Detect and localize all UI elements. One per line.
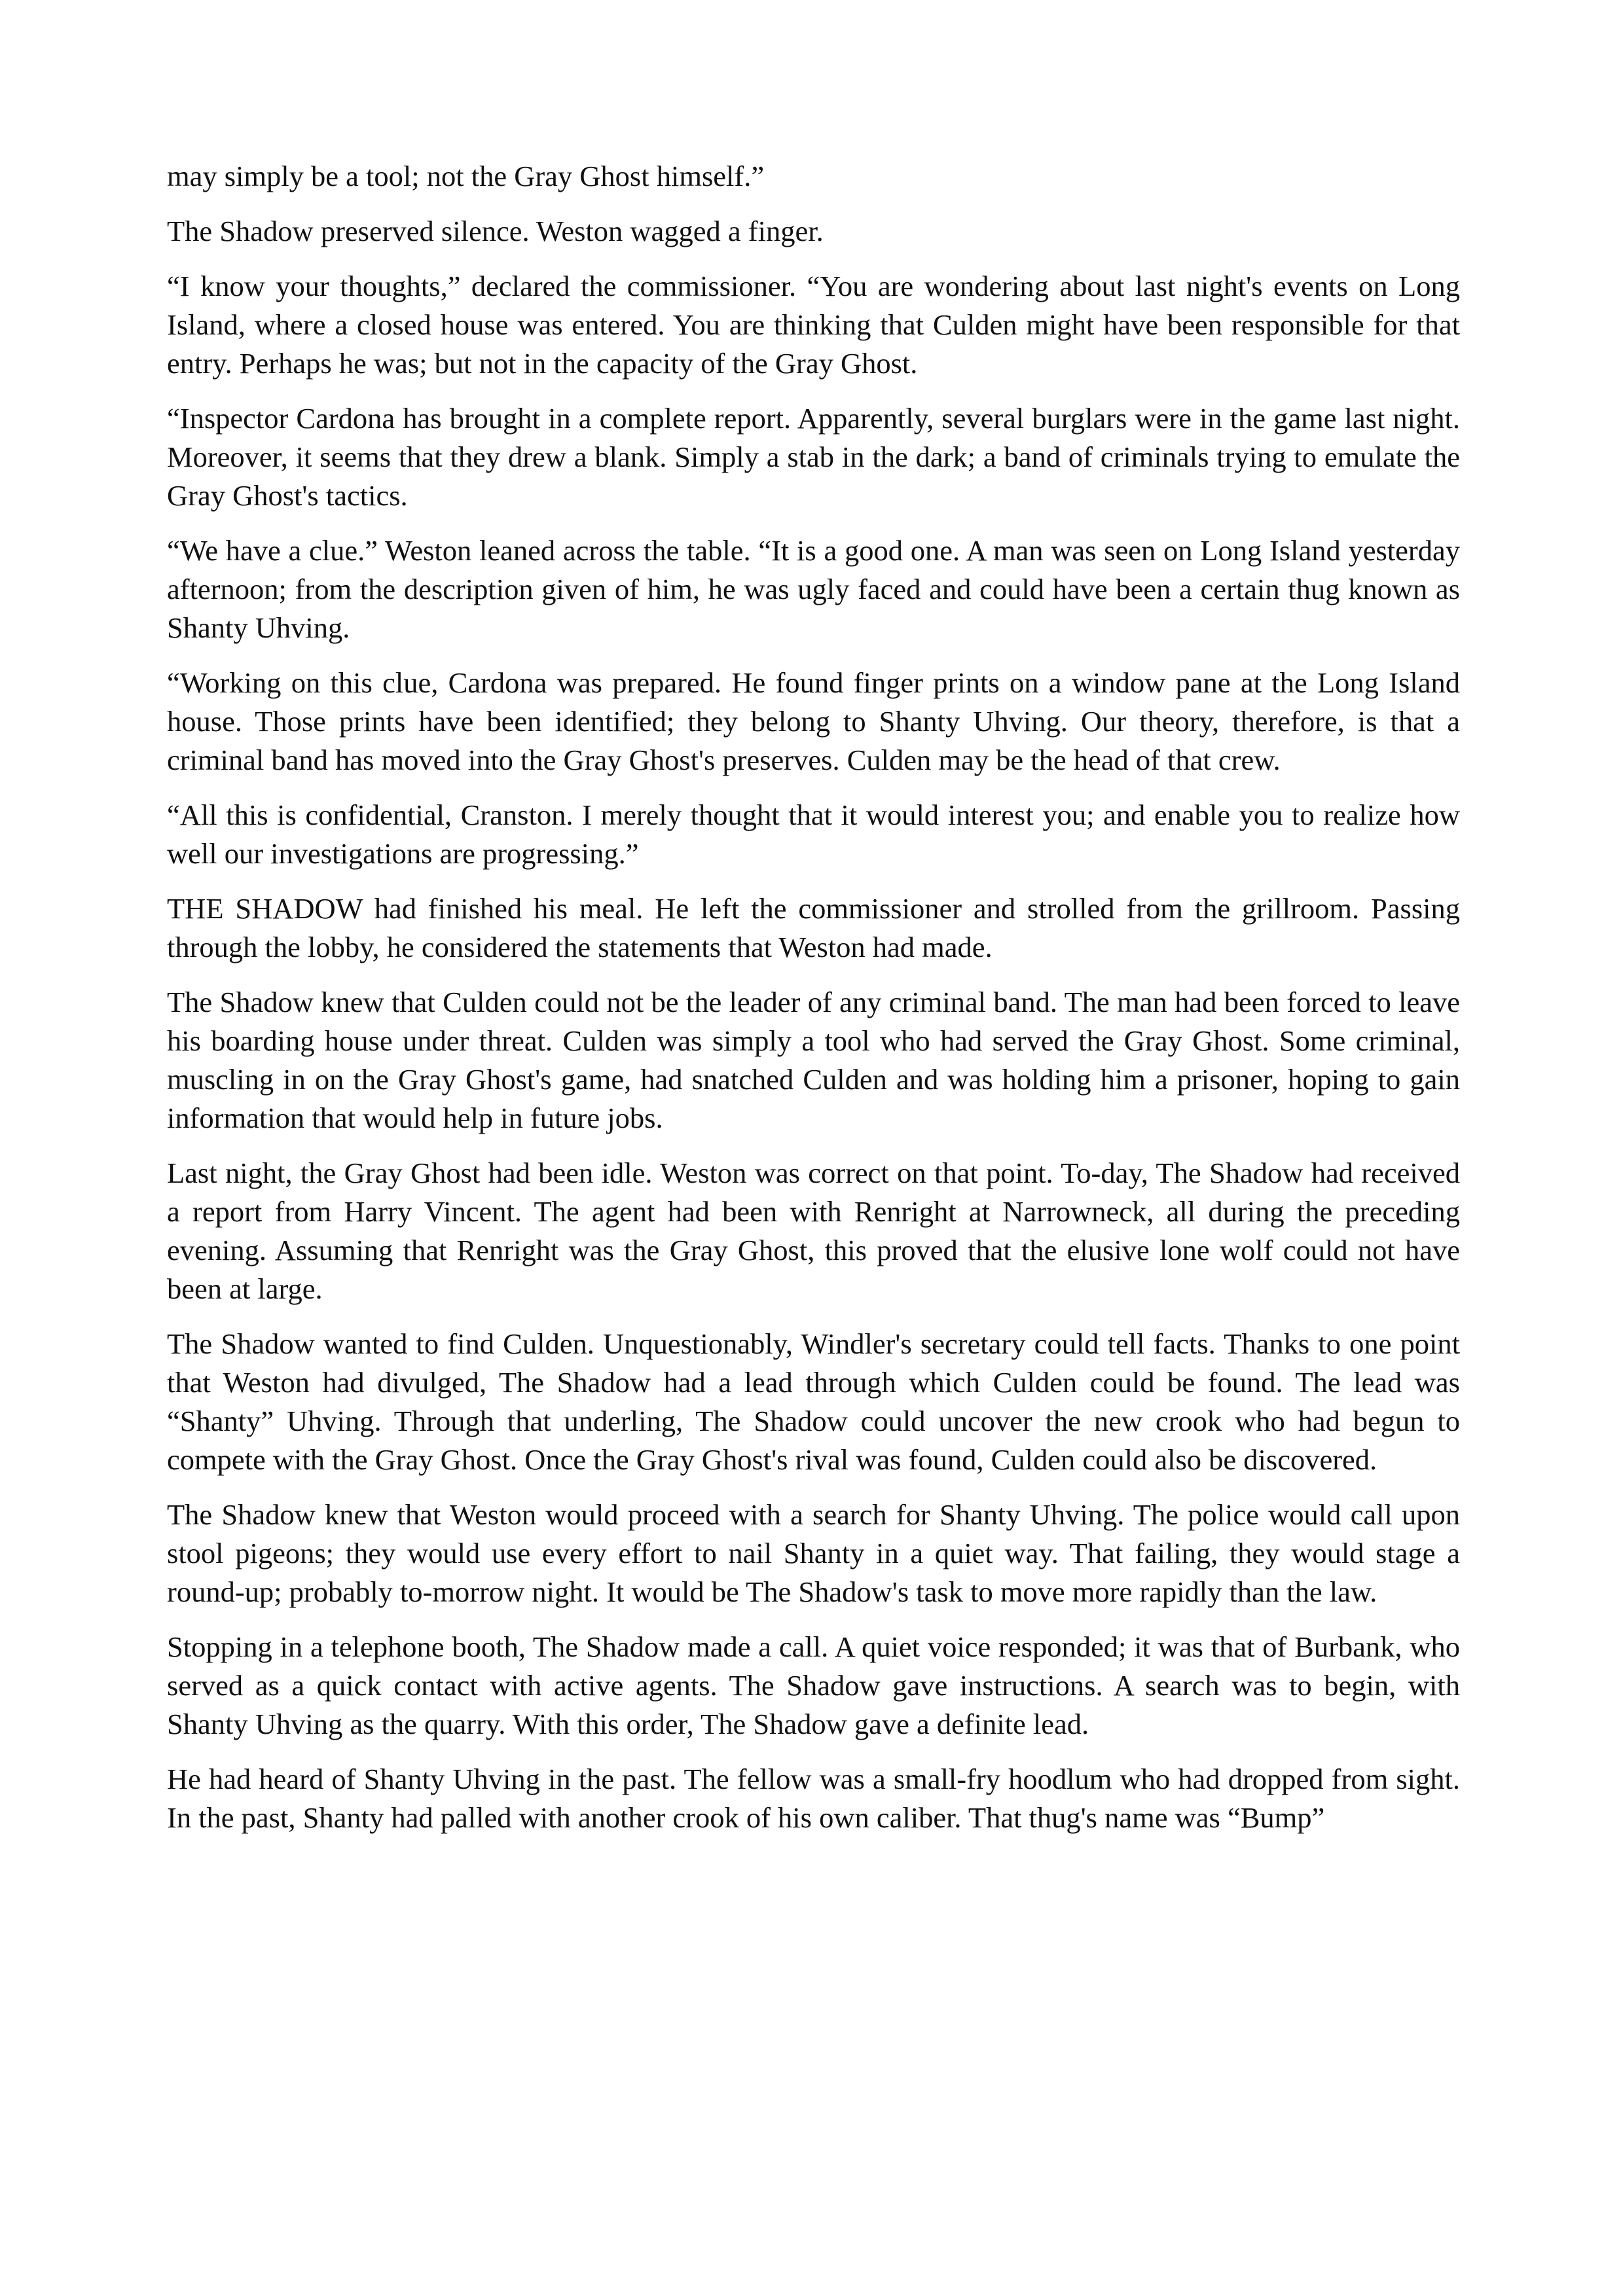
paragraph-9: The Shadow knew that Culden could not be the leader of any criminal band. The man had been forced to leave his boarding house under threat. Culden was simply a tool who had served the Gray Ghost. Some criminal, muscling in on the Gray Ghost's game, had snatched Culden and was holding him a prisoner, hoping to gain information that would help in future jobs. [167,986,1460,1134]
paragraph-5: “We have a clue.” Weston leaned across the table. “It is a good one. A man was seen on Long Island yesterday afternoon; from the description given of him, he was ugly faced and could have been a certain thug known as Shanty Uhving. [167,534,1460,644]
paragraph-1: may simply be a tool; not the Gray Ghost himself.” [167,160,765,192]
body-text [167,157,1460,1837]
paragraph-10: Last night, the Gray Ghost had been idle. Weston was correct on that point. To-day, The Shadow had received a report from Harry Vincent. The agent had been with Renright at Narrowneck, all during the preceding evening. Assuming that Renright was the Gray Ghost, this proved that the elusive lone wolf could not have been at large. [167,1157,1460,1305]
paragraph-13: Stopping in a telephone booth, The Shadow made a call. A quiet voice responded; it was that of Burbank, who served as a quick contact with active agents. The Shadow gave instructions. A search was to begin, with Shanty Uhving as the quarry. With this order, The Shadow gave a definite lead. [167,1630,1460,1740]
paragraph-6: “Working on this clue, Cardona was prepared. He found finger prints on a window pane at the Long Island house. Those prints have been identified; they belong to Shanty Uhving. Our theory, therefore, is that a criminal band has moved into the Gray Ghost's preserves. Culden may be the head of that crew. [167,666,1460,776]
paragraph-3: “I know your thoughts,” declared the commissioner. “You are wondering about last night's events on Long Island, where a closed house was entered. You are thinking that Culden might have been responsible for that entry. Perhaps he was; but not in the capacity of the Gray Ghost. [167,270,1460,380]
paragraph-11: The Shadow wanted to find Culden. Unquestionably, Windler's secretary could tell facts. Thanks to one point that Weston had divulged, The Shadow had a lead through which Culden could be found. The lead was “Shanty” Uhving. Through that underling, The Shadow could uncover the new crook who had begun to compete with the Gray Ghost. Once the Gray Ghost's rival was found, Culden could also be discovered. [167,1327,1460,1476]
paragraph-7: “All this is confidential, Cranston. I merely thought that it would interest you; and enable you to realize how well our investigations are progressing.” [167,798,1460,870]
paragraph-14: He had heard of Shanty Uhving in the past. The fellow was a small-fry hoodlum who had dropped from sight. In the past, Shanty had palled with another crook of his own caliber. That thug's name was “Bump” [167,1763,1460,1834]
paragraph-4: “Inspector Cardona has brought in a complete report. Apparently, several burglars were in the game last night. Moreover, it seems that they drew a blank. Simply a stab in the dark; a band of criminals trying to emulate the Gray Ghost's tactics. [167,402,1460,512]
paragraph-2: The Shadow preserved silence. Weston wagged a finger. [167,215,824,247]
paragraph-8: THE SHADOW had finished his meal. He left the commissioner and strolled from the grillroom. Passing through the lobby, he considered the statements that Weston had made. [167,892,1460,963]
paragraph-12: The Shadow knew that Weston would proceed with a search for Shanty Uhving. The police would call upon stool pigeons; they would use every effort to nail Shanty in a quiet way. That failing, they would stage a round-up; probably to-morrow night. It would be The Shadow's task to move more rapidly than the law. [167,1498,1460,1608]
